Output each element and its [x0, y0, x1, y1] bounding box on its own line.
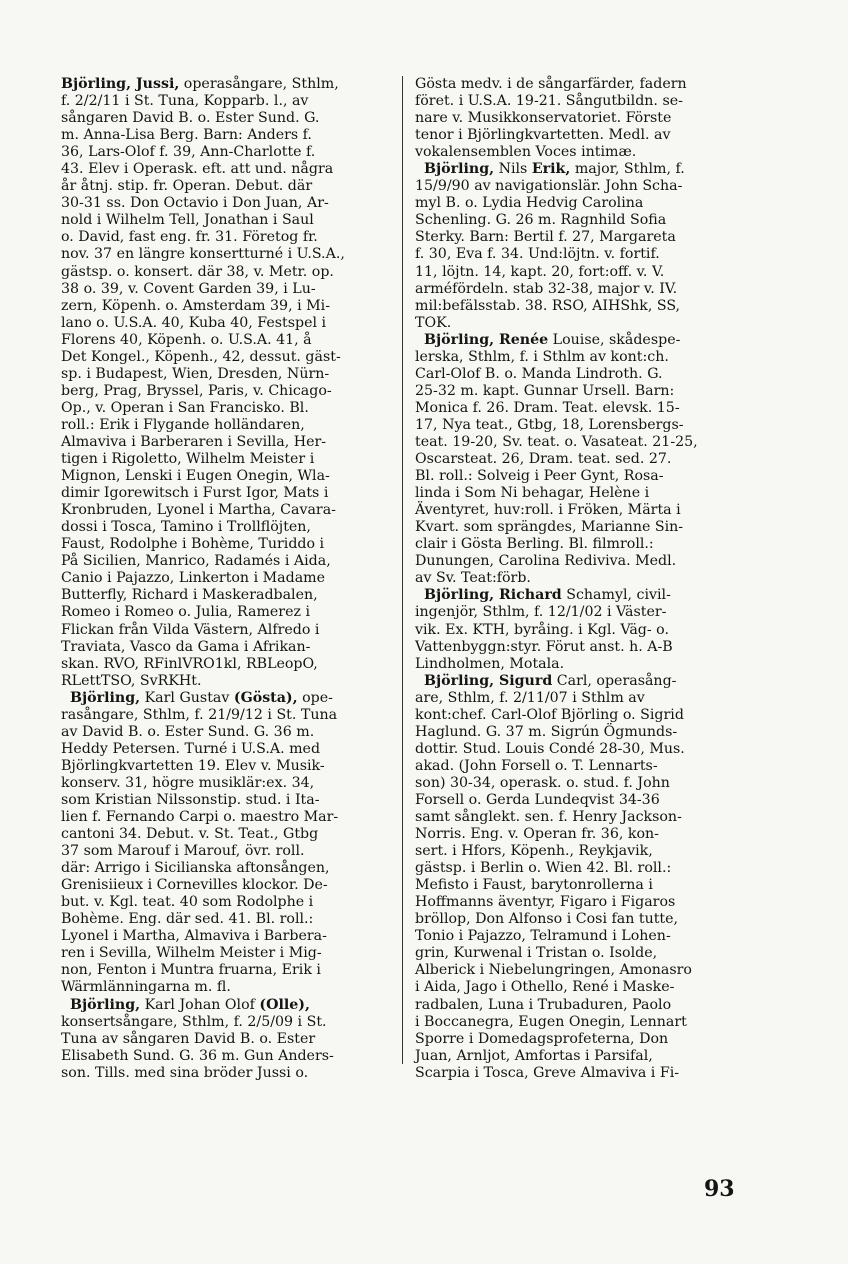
text-line — [61, 724, 391, 741]
entry-name: Björling, — [70, 996, 141, 1013]
entry-text: år åtnj. stip. fr. Operan. Debut. där — [61, 178, 313, 195]
entry-text: Alberick i Niebelungringen, Amonasro — [415, 962, 692, 979]
text-line — [415, 604, 740, 621]
entry-text: Äventyret, huv:roll. i Fröken, Märta i — [415, 502, 681, 519]
text-line — [61, 997, 391, 1014]
text-line — [415, 383, 740, 400]
entry-text: På Sicilien, Manrico, Radamés i Aida, — [61, 553, 331, 570]
text-line — [61, 161, 391, 178]
entry-text: Louise, skådespe- — [548, 331, 681, 348]
text-line — [61, 741, 391, 758]
entry-text: samt sånglekt. sen. f. Henry Jackson- — [415, 809, 682, 826]
entry-text: Norris. Eng. v. Operan fr. 36, kon- — [415, 826, 659, 843]
text-line — [61, 417, 391, 434]
text-line — [415, 178, 740, 195]
text-line — [61, 349, 391, 366]
text-line — [415, 656, 740, 673]
entry-text: clair i Gösta Berling. Bl. filmroll.: — [415, 536, 654, 553]
entry-text: bröllop, Don Alfonso i Cosi fan tutte, — [415, 911, 679, 928]
text-line — [61, 195, 391, 212]
entry-text: Romeo i Romeo o. Julia, Ramerez i — [61, 604, 311, 621]
entry-text: lien f. Fernando Carpi o. maestro Mar- — [61, 809, 339, 826]
text-line — [415, 860, 740, 877]
entry-text: 30-31 ss. Don Octavio i Don Juan, Ar- — [61, 195, 329, 212]
entry-text: lano o. U.S.A. 40, Kuba 40, Festspel i — [61, 314, 327, 331]
entry-text: i Aida, Jago i Othello, René i Maske- — [415, 979, 675, 996]
entry-text: Haglund. G. 37 m. Sigrún Ögmunds- — [415, 723, 678, 740]
entry-text — [415, 673, 424, 689]
text-line — [415, 1014, 740, 1031]
text-line — [415, 553, 740, 570]
entry-text: teat. 19-20, Sv. teat. o. Vasateat. 21-25, — [415, 433, 698, 450]
entry-text: Schamyl, civil- — [561, 587, 671, 604]
entry-text: TOK. — [415, 314, 452, 331]
entry-text: non, Fenton i Muntra fruarna, Erik i — [61, 962, 321, 979]
text-line — [61, 622, 391, 639]
entry-text: major, Sthlm, f. — [570, 161, 685, 178]
text-line — [415, 246, 740, 263]
entry-text: Forsell o. Gerda Lundeqvist 34-36 — [415, 791, 660, 808]
text-line — [61, 826, 391, 843]
entry-text: Faust, Rodolphe i Bohème, Turiddo i — [61, 536, 325, 553]
entry-text: sp. i Budapest, Wien, Dresden, Nürn- — [61, 365, 330, 382]
entry-text: rasångare, Sthlm, f. 21/9/12 i St. Tuna — [61, 706, 338, 723]
entry-text: Almaviva i Barberaren i Sevilla, Her- — [61, 433, 327, 450]
text-line — [415, 161, 740, 178]
text-line — [415, 775, 740, 792]
text-line — [415, 315, 740, 332]
text-line — [61, 332, 391, 349]
entry-text: Björlingkvartetten 19. Elev v. Musik- — [61, 757, 325, 774]
text-line — [61, 178, 391, 195]
entry-text: Kvart. som sprängdes, Marianne Sin- — [415, 519, 684, 536]
text-line — [415, 366, 740, 383]
text-line — [415, 570, 740, 587]
entry-text: Canio i Pajazzo, Linkerton i Madame — [61, 570, 326, 587]
entry-text: roll.: Erik i Flygande holländaren, — [61, 416, 305, 433]
entry-text: ren i Sevilla, Wilhelm Meister i Mig- — [61, 945, 322, 962]
text-line — [61, 93, 391, 110]
text-line — [61, 519, 391, 536]
entry-text: Schenling. G. 26 m. Ragnhild Sofia — [415, 212, 667, 229]
text-line — [61, 809, 391, 826]
right-column — [415, 76, 740, 1082]
entry-text: son. Tills. med sina bröder Jussi o. — [61, 1064, 309, 1081]
text-line — [415, 622, 740, 639]
entry-text — [415, 587, 424, 603]
entry-text: o. David, fast eng. fr. 31. Företog fr. — [61, 229, 318, 246]
entry-text: akad. (John Forsell o. T. Lennarts- — [415, 757, 658, 774]
text-line — [61, 758, 391, 775]
entry-text: 36, Lars-Olof f. 39, Ann-Charlotte f. — [61, 144, 316, 161]
text-line — [61, 298, 391, 315]
entry-text: konsertsångare, Sthlm, f. 2/5/09 i St. — [61, 1013, 327, 1030]
entry-text: arméfördeln. stab 32-38, major v. IV. — [415, 280, 678, 297]
text-line — [61, 1031, 391, 1048]
entry-text: Mefisto i Faust, barytonrollerna i — [415, 877, 653, 894]
entry-text: Elisabeth Sund. G. 36 m. Gun Anders- — [61, 1047, 334, 1064]
entry-text: Karl Gustav — [140, 689, 234, 706]
entry-text: Bohème. Eng. där sed. 41. Bl. roll.: — [61, 911, 314, 928]
entry-text: skan. RVO, RFinlVRO1kl, RBLeopO, — [61, 655, 318, 672]
entry-text: Gösta medv. i de sångarfärder, fadern — [415, 76, 687, 92]
text-line — [61, 383, 391, 400]
entry-name: Erik, — [531, 161, 571, 178]
entry-text — [61, 997, 70, 1013]
entry-text: Carl, operasång- — [552, 672, 677, 689]
text-line — [61, 860, 391, 877]
text-line — [61, 553, 391, 570]
text-line — [415, 332, 740, 349]
entry-text: kont:chef. Carl-Olof Björling o. Sigrid — [415, 706, 684, 723]
entry-text: Monica f. 26. Dram. Teat. elevsk. 15- — [415, 399, 680, 416]
entry-text: f. 30, Eva f. 34. Und:löjtn. v. fortif. — [415, 246, 660, 263]
text-line — [415, 298, 740, 315]
entry-text: Juan, Arnljot, Amfortas i Parsifal, — [415, 1047, 653, 1064]
text-line — [61, 1065, 391, 1082]
entry-name: Björling, Jussi, — [61, 76, 180, 92]
entry-text: radbalen, Luna i Trubaduren, Paolo — [415, 996, 672, 1013]
entry-text: 17, Nya teat., Gtbg, 18, Lorensbergs- — [415, 416, 684, 433]
entry-text: mil:befälsstab. 38. RSO, AIHShk, SS, — [415, 297, 681, 314]
text-line — [415, 110, 740, 127]
text-line — [415, 639, 740, 656]
text-line — [415, 502, 740, 519]
text-line — [415, 673, 740, 690]
left-column — [61, 76, 391, 1082]
text-line — [61, 604, 391, 621]
entry-text: Wärmlänningarna m. fl. — [61, 979, 231, 996]
entry-text: 15/9/90 av navigationslär. John Scha- — [415, 178, 683, 195]
entry-text: Flickan från Vilda Västern, Alfredo i — [61, 621, 320, 638]
text-line — [61, 127, 391, 144]
text-line — [61, 400, 391, 417]
text-line — [415, 758, 740, 775]
entry-text: som Kristian Nilssonstip. stud. i Ita- — [61, 791, 320, 808]
text-line — [415, 962, 740, 979]
entry-text: grin, Kurwenal i Tristan o. Isolde, — [415, 945, 658, 962]
entry-text: Hoffmanns äventyr, Figaro i Figaros — [415, 894, 676, 911]
entry-text — [61, 690, 70, 706]
text-line — [61, 281, 391, 298]
entry-name: Björling, — [424, 161, 495, 178]
entry-text: but. v. Kgl. teat. 40 som Rodolphe i — [61, 894, 314, 911]
entry-text: Heddy Petersen. Turné i U.S.A. med — [61, 740, 321, 757]
entry-text: där: Arrigo i Sicilianska aftonsången, — [61, 860, 330, 877]
text-line — [415, 826, 740, 843]
entry-text: Carl-Olof B. o. Manda Lindroth. G. — [415, 365, 663, 382]
text-line — [415, 93, 740, 110]
entry-text: Det Kongel., Köpenh., 42, dessut. gäst- — [61, 348, 341, 365]
text-line — [61, 587, 391, 604]
text-line — [415, 229, 740, 246]
entry-text: berg, Prag, Bryssel, Paris, v. Chicago- — [61, 382, 332, 399]
text-line — [61, 843, 391, 860]
text-line — [415, 997, 740, 1014]
entry-text: Oscarsteat. 26, Dram. teat. sed. 27. — [415, 451, 672, 468]
entry-text: 11, löjtn. 14, kapt. 20, fort:off. v. V. — [415, 263, 665, 280]
entry-text: ope- — [297, 689, 333, 706]
page-number: 93 — [704, 1176, 735, 1202]
entry-text: Nils — [494, 161, 532, 178]
text-line — [415, 741, 740, 758]
text-line — [61, 911, 391, 928]
entry-text: dottir. Stud. Louis Condé 28-30, Mus. — [415, 740, 685, 757]
entry-text: Lindholmen, Motala. — [415, 655, 565, 672]
text-line — [415, 843, 740, 860]
text-line — [61, 690, 391, 707]
text-line — [415, 281, 740, 298]
text-line — [61, 945, 391, 962]
text-line — [415, 451, 740, 468]
entry-text: cantoni 34. Debut. v. St. Teat., Gtbg — [61, 826, 319, 843]
text-line — [415, 809, 740, 826]
entry-text: 43. Elev i Operask. eft. att und. några — [61, 161, 334, 178]
entry-text: vokalensemblen Voces intimæ. — [415, 144, 637, 161]
text-line — [61, 775, 391, 792]
entry-text: f. 2/2/11 i St. Tuna, Kopparb. l., av — [61, 93, 309, 110]
entry-text: Traviata, Vasco da Gama i Afrikan- — [61, 638, 311, 655]
entry-text — [415, 161, 424, 177]
entry-text: gästsp. o. konsert. där 38, v. Metr. op. — [61, 263, 334, 280]
entry-text: tenor i Björlingkvartetten. Medl. av — [415, 127, 671, 144]
entry-name: Björling, Renée — [424, 331, 549, 348]
entry-text — [415, 332, 424, 348]
text-line — [415, 349, 740, 366]
text-line — [415, 690, 740, 707]
text-line — [61, 1014, 391, 1031]
text-line — [415, 127, 740, 144]
entry-text: myl B. o. Lydia Hedvig Carolina — [415, 195, 644, 212]
text-line — [61, 928, 391, 945]
text-line — [61, 639, 391, 656]
text-line — [415, 792, 740, 809]
entry-text: av David B. o. Ester Sund. G. 36 m. — [61, 723, 315, 740]
text-line — [61, 229, 391, 246]
text-line — [61, 434, 391, 451]
text-line — [415, 485, 740, 502]
text-line — [61, 570, 391, 587]
entry-text: Butterfly, Richard i Maskeradbalen, — [61, 587, 318, 604]
entry-text: gästsp. i Berlin o. Wien 42. Bl. roll.: — [415, 860, 672, 877]
text-line — [415, 400, 740, 417]
text-line — [415, 144, 740, 161]
entry-text: Sporre i Domedagsprofeterna, Don — [415, 1030, 669, 1047]
text-line — [61, 76, 391, 93]
entry-text: ingenjör, Sthlm, f. 12/1/02 i Väster- — [415, 604, 667, 621]
text-line — [61, 315, 391, 332]
text-line — [61, 246, 391, 263]
entry-text: föret. i U.S.A. 19-21. Sångutbildn. se- — [415, 93, 683, 110]
text-line — [415, 928, 740, 945]
entry-text: Kronbruden, Lyonel i Martha, Cavara- — [61, 502, 336, 519]
entry-text: lerska, Sthlm, f. i Sthlm av kont:ch. — [415, 348, 669, 365]
entry-text: dossi i Tosca, Tamino i Trollflöjten, — [61, 519, 311, 536]
entry-text: nov. 37 en längre konsertturné i U.S.A., — [61, 246, 345, 263]
entry-text: Tonio i Pajazzo, Telramund i Lohen- — [415, 928, 671, 945]
entry-text: sångaren David B. o. Ester Sund. G. — [61, 110, 320, 127]
entry-text: dimir Igorewitsch i Furst Igor, Mats i — [61, 485, 329, 502]
text-line — [61, 792, 391, 809]
entry-name: (Olle), — [259, 996, 310, 1013]
text-line — [415, 979, 740, 996]
text-line — [61, 110, 391, 127]
entry-text: konserv. 31, högre musiklär:ex. 34, — [61, 774, 315, 791]
text-line — [415, 911, 740, 928]
text-line — [415, 519, 740, 536]
text-line — [61, 468, 391, 485]
text-line — [415, 1031, 740, 1048]
entry-text: Grenisiieux i Cornevilles klockor. De- — [61, 877, 328, 894]
entry-text: son) 30-34, operask. o. stud. f. John — [415, 774, 670, 791]
entry-text: av Sv. Teat:förb. — [415, 570, 531, 587]
entry-name: Björling, Sigurd — [424, 672, 553, 689]
text-line — [61, 264, 391, 281]
entry-text: 38 o. 39, v. Covent Garden 39, i Lu- — [61, 280, 316, 297]
entry-name: Björling, — [70, 689, 141, 706]
text-line — [415, 76, 740, 93]
column-divider — [402, 76, 403, 1064]
entry-text: sert. i Hfors, Köpenh., Reykjavik, — [415, 843, 653, 860]
entry-text: nold i Wilhelm Tell, Jonathan i Saul — [61, 212, 314, 229]
entry-text: Sterky. Barn: Bertil f. 27, Margareta — [415, 229, 676, 246]
text-line — [61, 979, 391, 996]
text-line — [61, 962, 391, 979]
entry-text: m. Anna-Lisa Berg. Barn: Anders f. — [61, 127, 312, 144]
entry-text: linda i Som Ni behagar, Helène i — [415, 485, 650, 502]
entry-text: RLettTSO, SvRKHt. — [61, 672, 202, 689]
text-line — [415, 264, 740, 281]
text-line — [415, 894, 740, 911]
entry-text: Vattenbyggn:styr. Förut anst. h. A-B — [415, 638, 673, 655]
text-line — [415, 707, 740, 724]
entry-text: zern, Köpenh. o. Amsterdam 39, i Mi- — [61, 297, 330, 314]
text-line — [415, 1065, 740, 1082]
entry-text: operasångare, Sthlm, — [179, 76, 339, 92]
text-line — [61, 656, 391, 673]
text-line — [415, 587, 740, 604]
entry-text: Op., v. Operan i San Francisko. Bl. — [61, 399, 309, 416]
text-line — [61, 1048, 391, 1065]
entry-text: Scarpia i Tosca, Greve Almaviva i Fi- — [415, 1064, 680, 1081]
entry-name: Björling, Richard — [424, 587, 562, 604]
entry-text: Bl. roll.: Solveig i Peer Gynt, Rosa- — [415, 468, 664, 485]
entry-text: Mignon, Lenski i Eugen Onegin, Wla- — [61, 468, 330, 485]
text-line — [61, 536, 391, 553]
entry-text: Karl Johan Olof — [140, 996, 260, 1013]
text-line — [61, 894, 391, 911]
text-line — [415, 434, 740, 451]
entry-name: (Gösta), — [233, 689, 298, 706]
text-line — [61, 502, 391, 519]
entry-text: are, Sthlm, f. 2/11/07 i Sthlm av — [415, 689, 645, 706]
text-line — [61, 673, 391, 690]
entry-text: i Boccanegra, Eugen Onegin, Lennart — [415, 1013, 687, 1030]
entry-text: nare v. Musikkonservatoriet. Förste — [415, 110, 672, 127]
entry-text: Lyonel i Martha, Almaviva i Barbera- — [61, 928, 327, 945]
text-line — [61, 707, 391, 724]
text-line — [61, 366, 391, 383]
text-line — [415, 536, 740, 553]
text-line — [61, 212, 391, 229]
text-line — [415, 877, 740, 894]
text-line — [415, 468, 740, 485]
entry-text: Florens 40, Köpenh. o. U.S.A. 41, å — [61, 331, 312, 348]
text-line — [61, 451, 391, 468]
text-line — [61, 877, 391, 894]
text-line — [415, 212, 740, 229]
text-line — [61, 485, 391, 502]
text-line — [415, 195, 740, 212]
entry-text: vik. Ex. KTH, byråing. i Kgl. Väg- o. — [415, 621, 669, 638]
text-line — [415, 417, 740, 434]
entry-text: 25-32 m. kapt. Gunnar Ursell. Barn: — [415, 382, 675, 399]
text-line — [61, 144, 391, 161]
text-line — [415, 1048, 740, 1065]
text-line — [415, 724, 740, 741]
entry-text: 37 som Marouf i Marouf, övr. roll. — [61, 843, 305, 860]
entry-text: tigen i Rigoletto, Wilhelm Meister i — [61, 451, 315, 468]
entry-text: Tuna av sångaren David B. o. Ester — [61, 1030, 316, 1047]
text-line — [415, 945, 740, 962]
entry-text: Dunungen, Carolina Rediviva. Medl. — [415, 553, 677, 570]
